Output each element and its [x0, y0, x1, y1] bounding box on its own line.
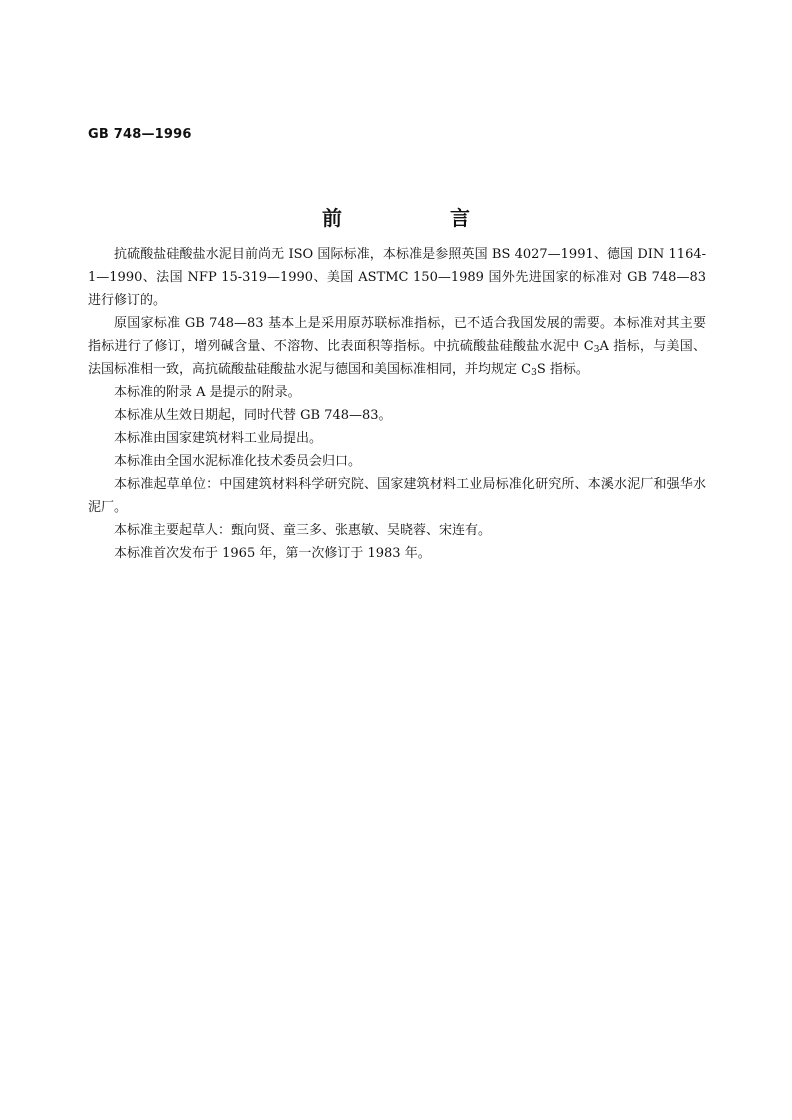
paragraph-drafting-units: 本标准起草单位：中国建筑材料科学研究院、国家建筑材料工业局标准化研究所、本溪水泥厂和强华水泥厂。 [88, 477, 706, 515]
preface-body [88, 243, 706, 565]
paragraph-replaces: 本标准从生效日期起，同时代替 GB 748—83。 [114, 408, 392, 423]
paragraph-revision [88, 312, 706, 381]
paragraph-revision-text-2: A 指标，与美国、法国标准相一致，高抗硫酸盐硅酸盐水泥与德国和美国标准相同，并均规定 C [88, 339, 706, 377]
standard-code: GB 748—1996 [88, 127, 192, 142]
paragraph-drafters: 本标准主要起草人：甄向贤、童三多、张惠敏、吴晓蓉、宋连有。 [114, 523, 492, 538]
subscript-3s: 3 [531, 368, 537, 378]
page-title: 前 言 [322, 206, 514, 230]
paragraph-proposed-by: 本标准由国家建筑材料工业局提出。 [114, 431, 323, 446]
paragraph-history: 本标准首次发布于 1965 年，第一次修订于 1983 年。 [114, 546, 431, 561]
paragraph-centralized-by: 本标准由全国水泥标准化技术委员会归口。 [114, 454, 362, 469]
paragraph-revision-text-3: S 指标。 [536, 362, 589, 377]
paragraph-basis: 抗硫酸盐硅酸盐水泥目前尚无 ISO 国际标准，本标准是参照英国 BS 4027—1991、德国 DIN 1164-1—1990、法国 NFP 15-319—1990、美国 ASTMC 150—1989 国外先进国家的标准对 GB 748—83 进行修订的。 [88, 247, 706, 308]
paragraph-revision-text-1: 原国家标准 GB 748—83 基本上是采用原苏联标准指标，已不适合我国发展的需要。本标准对其主要指标进行了修订，增列碱含量、不溶物、比表面积等指标。中抗硫酸盐硅酸盐水泥中 C [88, 316, 706, 354]
subscript-3a: 3 [593, 345, 600, 355]
paragraph-appendix: 本标准的附录 A 是提示的附录。 [114, 385, 301, 400]
